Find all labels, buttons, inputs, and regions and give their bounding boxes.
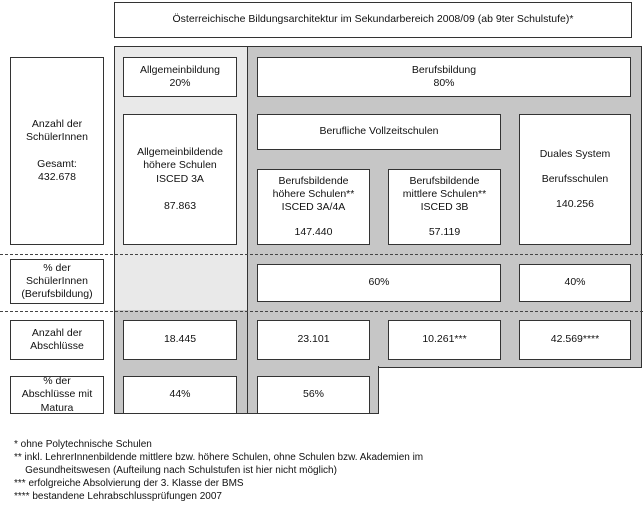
dual-pct-box: 40% — [519, 264, 631, 302]
page-title-text: Österreichische Bildungsarchitektur im Sekundarbereich 2008/09 (ab 9ter Schulstufe)* — [172, 13, 574, 26]
students-total-value: 432.678 — [38, 171, 76, 184]
ahs-box — [123, 114, 237, 245]
bms-graduates-box: 10.261*** — [388, 320, 501, 360]
bms-box — [388, 169, 501, 245]
separator-dashed-1 — [0, 254, 643, 255]
students-label: Anzahl der SchülerInnen — [26, 117, 88, 143]
allgemeinbildung-header — [123, 57, 237, 97]
dual-name: Duales System — [539, 147, 611, 160]
bhs-graduates-box: 23.101 — [257, 320, 370, 360]
footnote-1: * ohne Polytechnische Schulen — [14, 439, 152, 450]
bhs-box — [257, 169, 370, 245]
bb-matura-box: 56% — [257, 376, 370, 414]
students-total-label: Gesamt: — [37, 158, 77, 170]
footnote-2: ** inkl. LehrerInnenbildende mittlere bzw. höhere Schulen, ohne Schulen bzw. Akademien im — [14, 452, 424, 463]
footnote-5: **** bestandene Lehrabschlussprüfungen 2007 — [14, 491, 222, 502]
bhs-name: Berufsbildende höhere Schulen** ISCED 3A/4A — [272, 174, 355, 213]
allgemeinbildung-header-label: Allgemeinbildung — [140, 63, 220, 76]
ahs-graduates-box: 18.445 — [123, 320, 237, 360]
bms-name: Berufsbildende mittlere Schulen** ISCED 3B — [402, 174, 487, 213]
bhs-students: 147.440 — [294, 226, 333, 239]
footnote-3: Gesundheitswesen (Aufteilung nach Schulstufen ist hier nicht möglich) — [14, 465, 337, 476]
ahs-matura-box: 44% — [123, 376, 237, 414]
berufsbildung-header-label: Berufsbildung — [411, 63, 477, 76]
matura-label-box: % der Abschlüsse mit Matura — [10, 376, 104, 414]
graduates-label-box: Anzahl der Abschlüsse — [10, 320, 104, 360]
pct-students-label-box: % der SchülerInnen (Berufsbildung) — [10, 259, 104, 304]
bms-students: 57.119 — [428, 226, 461, 239]
allgemeinbildung-header-pct: 20% — [169, 77, 191, 89]
separator-dashed-2 — [0, 311, 643, 312]
berufsbildung-header — [257, 57, 631, 97]
vollzeit-header: Berufliche Vollzeitschulen — [257, 114, 501, 150]
page-title — [114, 2, 632, 38]
ahs-name: Allgemeinbildende höhere Schulen ISCED 3A — [137, 146, 223, 185]
ahs-students: 87.863 — [163, 199, 197, 212]
dual-box — [519, 114, 631, 245]
footnote-4: *** erfolgreiche Absolvierung der 3. Klasse der BMS — [14, 478, 244, 489]
students-label-box — [10, 57, 104, 245]
vollzeit-pct-box: 60% — [257, 264, 501, 302]
dual-graduates-box: 42.569**** — [519, 320, 631, 360]
dual-students: 140.256 — [556, 198, 594, 211]
berufsbildung-header-pct: 80% — [433, 77, 455, 89]
dual-sub: Berufsschulen — [541, 172, 609, 185]
